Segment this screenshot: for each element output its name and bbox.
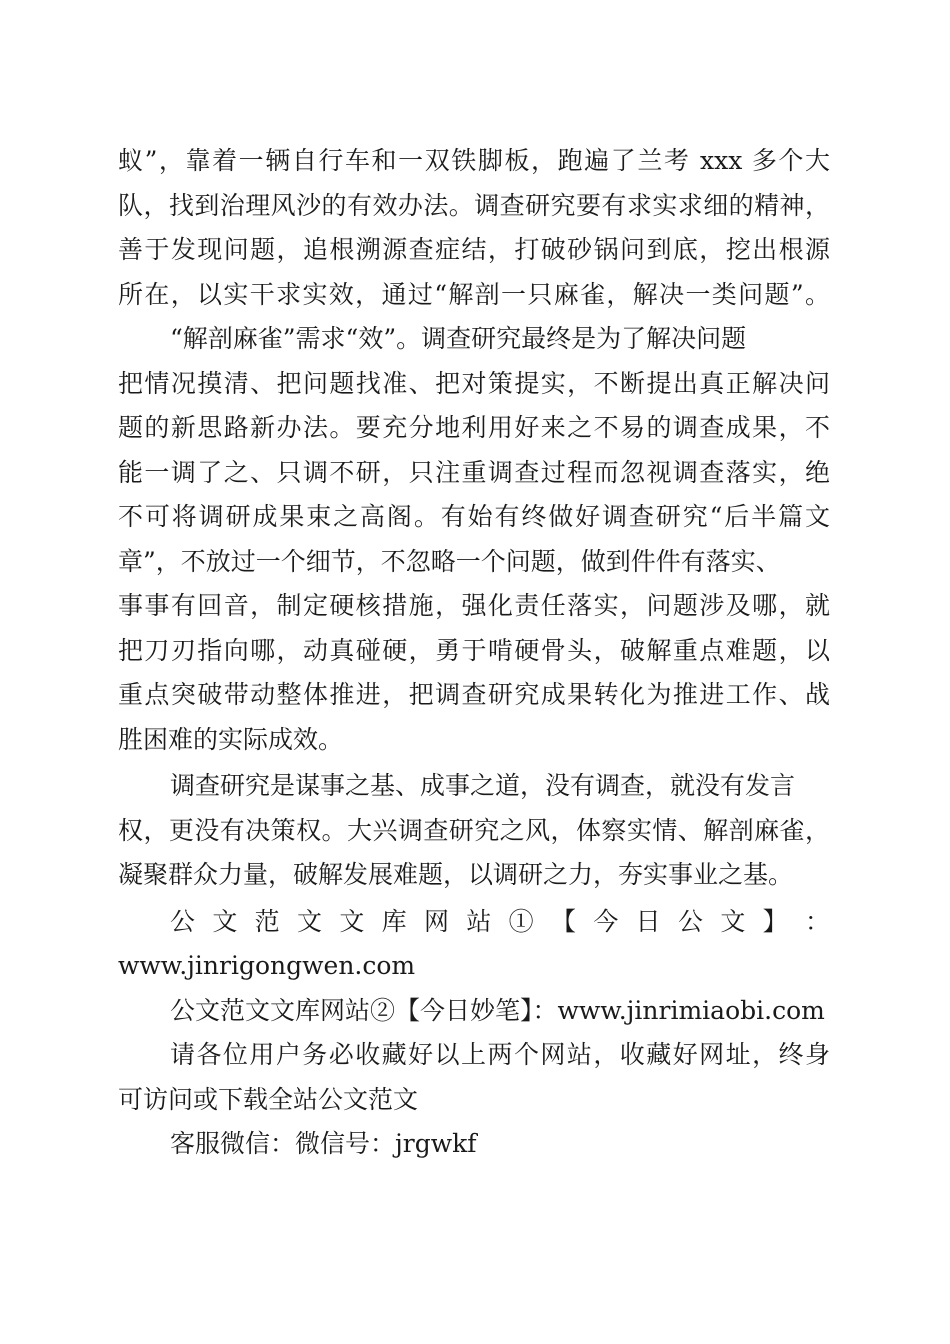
notice-line: 请各位用户务必收藏好以上两个网站，收藏好网址，终身 (170, 1040, 830, 1069)
text-line: 所在，以实干求实效，通过“解剖一只麻雀，解决一类问题”。 (118, 279, 830, 309)
text-line: 调查研究是谋事之基、成事之道，没有调查，就没有发言 (170, 771, 796, 800)
footer-notice (118, 900, 830, 1167)
text-line: 把情况摸清、把问题找准、把对策提实，不断提出真正解决问 (118, 368, 830, 398)
text-line: 题的新思路新办法。要充分地利用好来之不易的调查成果，不 (118, 413, 830, 442)
text-line: 能一调了之、只调不研，只注重调查过程而忽视调查落实，绝 (118, 457, 830, 487)
text-line: 章”，不放过一个细节，不忽略一个问题，做到件件有落实、 (118, 546, 781, 576)
document-page (118, 139, 830, 1167)
text-line: 权，更没有决策权。大兴调查研究之风，体察实情、解剖麻雀， (118, 815, 830, 845)
text-line: 善于发现问题，追根溯源查症结，打破砂锅问到底，挖出根源 (118, 235, 830, 264)
text-line: 事事有回音，制定硬核措施，强化责任落实，问题涉及哪，就 (118, 591, 830, 620)
notice-line: 可访问或下载全站公文范文 (118, 1084, 419, 1114)
paragraph-2 (118, 317, 830, 762)
paragraph-3 (118, 764, 830, 898)
site1-label: 公 文 范 文 文 库 网 站 ① 【 今 日 公 文 】 ： (170, 906, 830, 936)
wechat-contact: 客服微信：微信号：jrgwkf (170, 1129, 477, 1158)
text-line: 重点突破带动整体推进，把调查研究成果转化为推进工作、战 (118, 680, 830, 709)
text-line: 把刀刃指向哪，动真碰硬，勇于啃硬骨头，破解重点难题，以 (118, 635, 830, 665)
text-line: 蚁”，靠着一辆自行车和一双铁脚板，跑遍了兰考 xxx 多个大 (118, 146, 830, 175)
site1-url[interactable]: www.jinrigongwen.com (118, 951, 416, 980)
text-line: 不可将调研成果束之高阁。有始有终做好调查研究“后半篇文 (118, 502, 830, 531)
site2-line[interactable]: 公文范文文库网站②【今日妙笔】：www.jinrimiaobi.com (170, 995, 825, 1025)
text-line: “解剖麻雀”需求“效”。调查研究最终是为了解决问题 (170, 324, 747, 353)
paragraph-1 (118, 139, 830, 317)
text-line: 队，找到治理风沙的有效办法。调查研究要有求实求细的精神， (118, 190, 830, 220)
text-line: 凝聚群众力量，破解发展难题，以调研之力，夯实事业之基。 (118, 860, 794, 889)
text-line: 胜困难的实际成效。 (118, 724, 344, 754)
